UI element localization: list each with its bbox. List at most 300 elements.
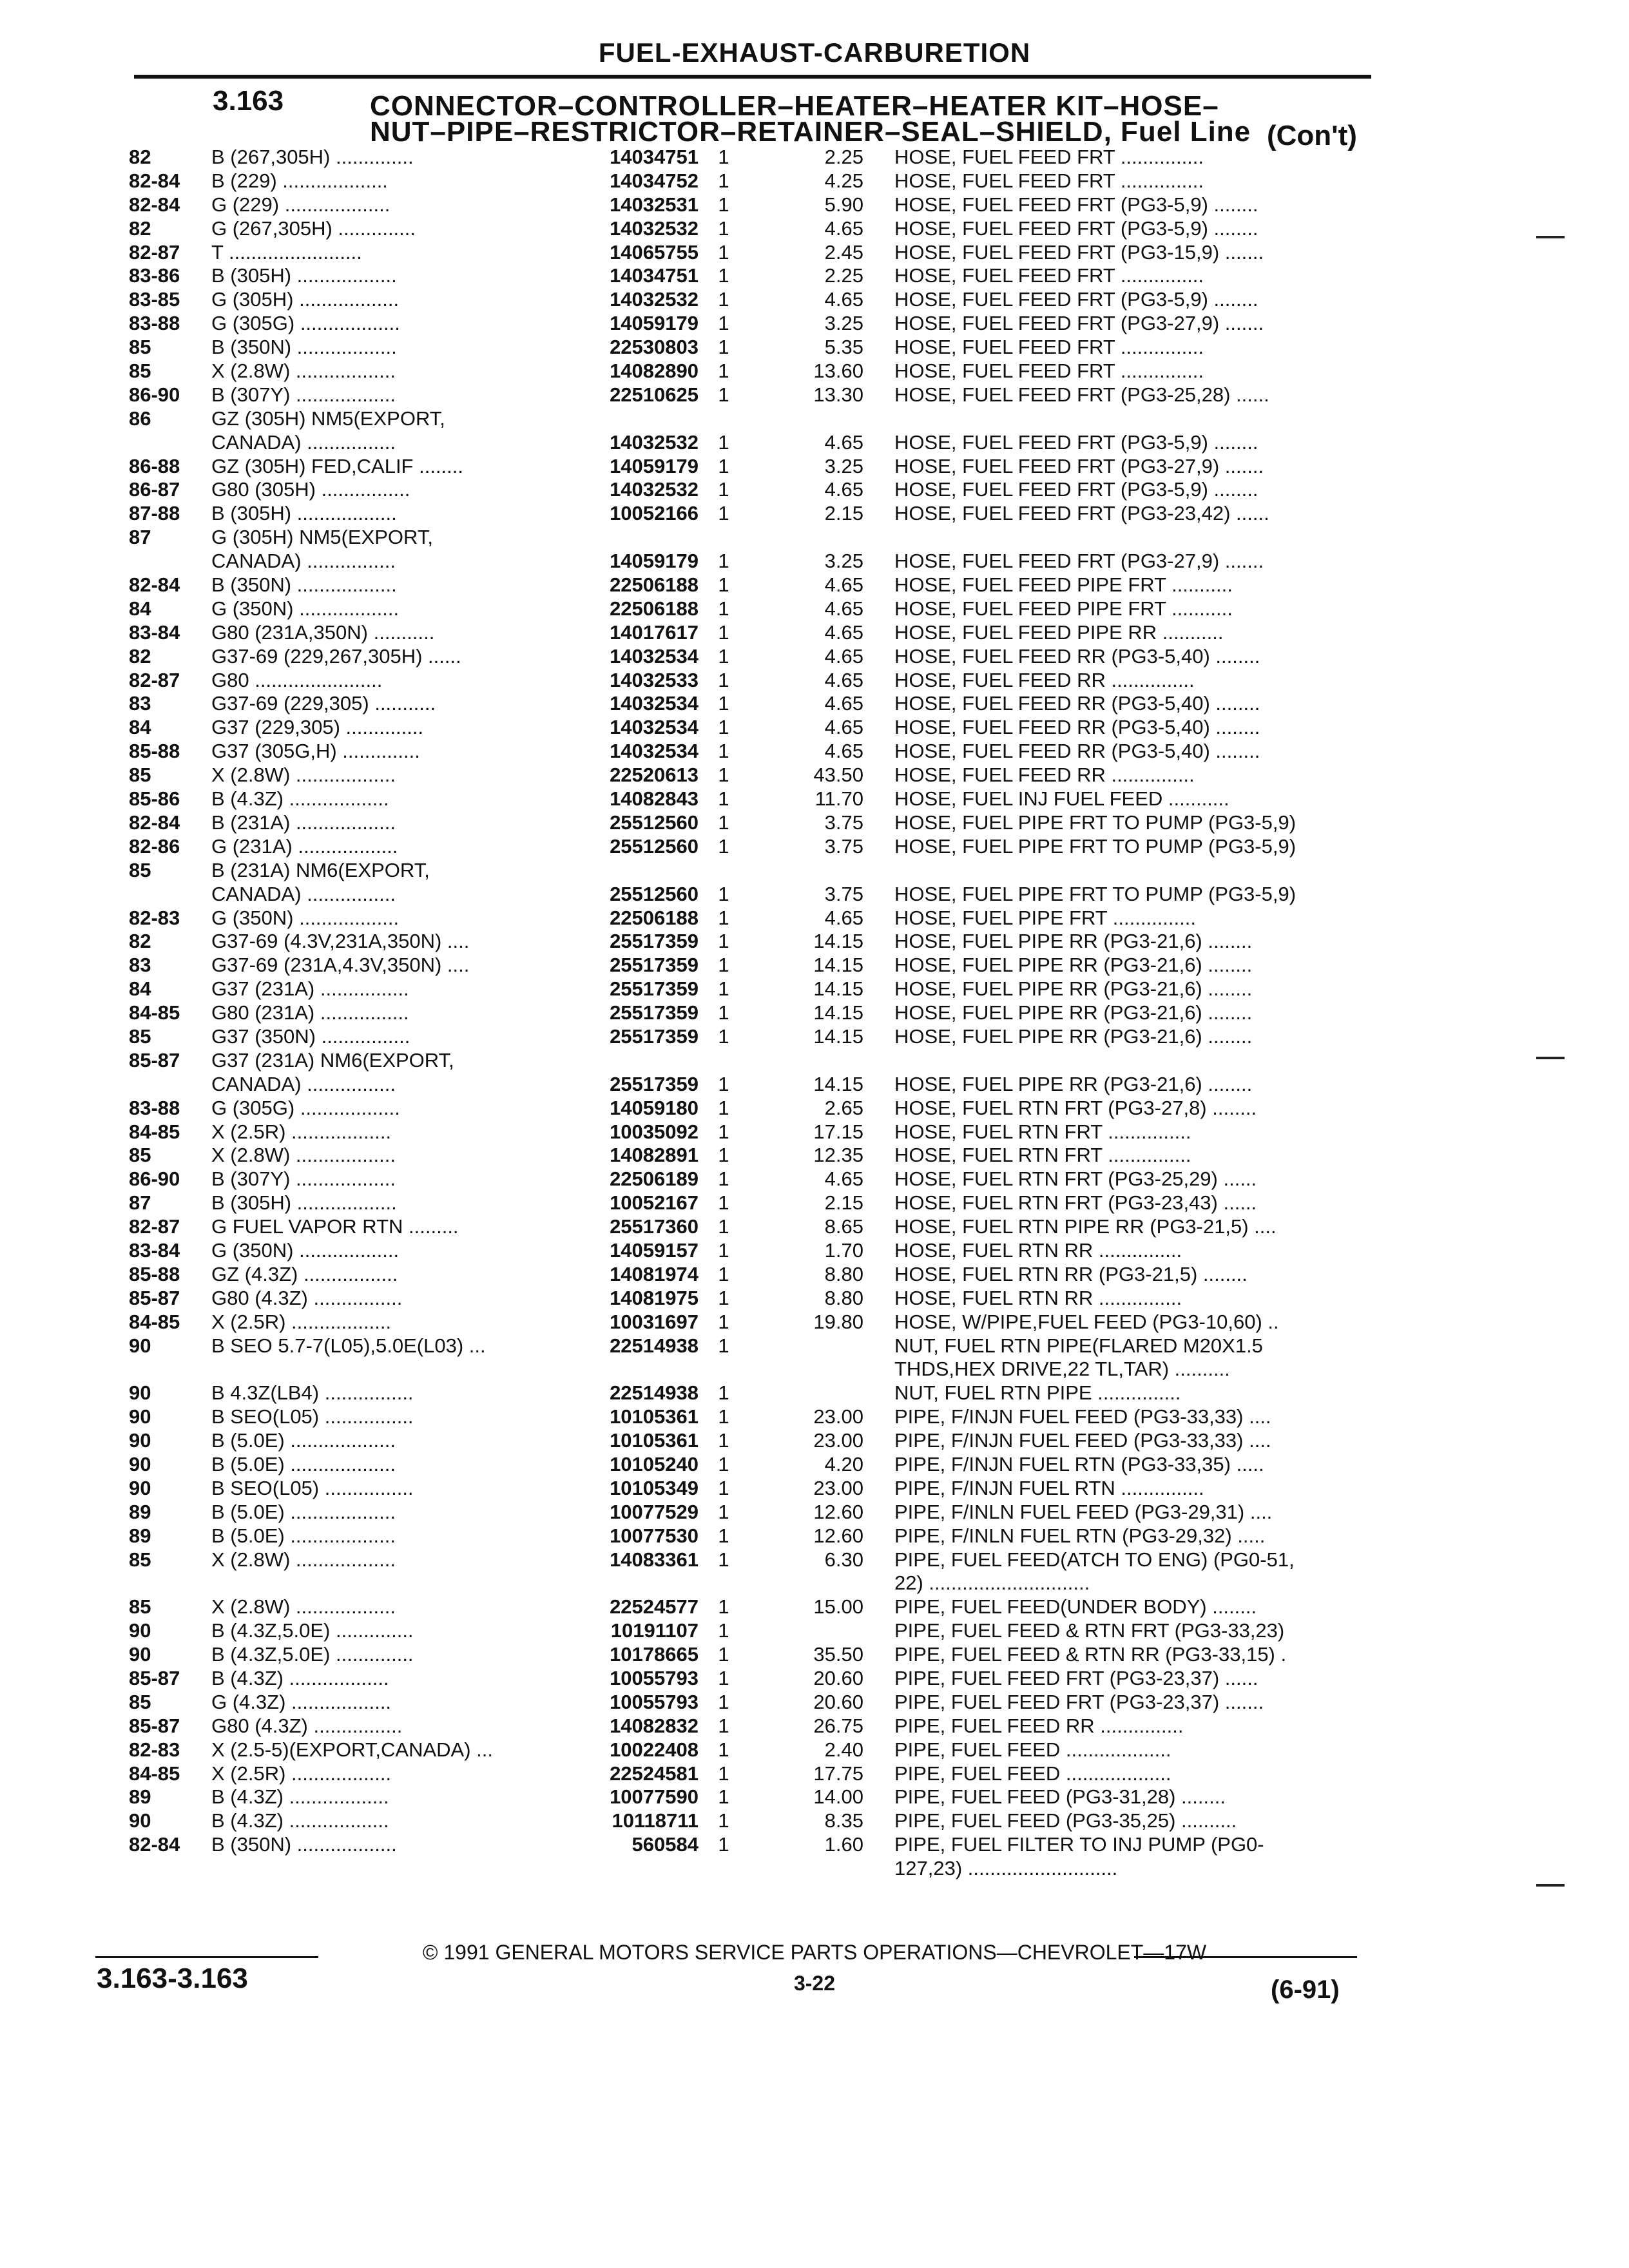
- parts-row-price: 8.35: [824, 1809, 863, 1832]
- parts-row-price: 23.00: [813, 1476, 863, 1499]
- parts-row-model-year: 87: [129, 1191, 151, 1215]
- parts-row: [0, 1785, 1629, 1809]
- parts-row-application: X (2.5R) ..................: [211, 1310, 392, 1333]
- parts-row-quantity: 1: [718, 668, 729, 691]
- parts-row-quantity: 1: [718, 1334, 729, 1357]
- parts-row: [0, 1001, 1629, 1025]
- parts-row-part-number: 10077590: [610, 1785, 699, 1809]
- section-title-line1: CONNECTOR–CONTROLLER–HEATER–HEATER KIT–HOSE–: [370, 90, 1219, 122]
- parts-row-part-number: 14034752: [610, 169, 699, 192]
- parts-row: [0, 1263, 1629, 1287]
- parts-row: [0, 1405, 1629, 1429]
- parts-row-model-year: 85-87: [129, 1667, 180, 1689]
- parts-row-quantity: 1: [718, 1096, 729, 1119]
- parts-row-application: CANADA) ................: [211, 550, 396, 573]
- parts-row-description: PIPE, FUEL FEED ...................: [894, 1762, 1171, 1785]
- parts-row-application: G37-69 (229,305) ...........: [211, 692, 436, 715]
- parts-row-quantity: 1: [718, 620, 729, 644]
- parts-row-application: T ........................: [211, 240, 362, 264]
- parts-row-model-year: 82: [129, 930, 151, 953]
- parts-row-quantity: 1: [718, 336, 729, 359]
- parts-row-price: 23.00: [813, 1429, 863, 1452]
- parts-row-description: HOSE, FUEL FEED FRT ...............: [894, 146, 1204, 168]
- parts-row-application: CANADA) ................: [211, 430, 396, 454]
- parts-row-price: 3.75: [824, 882, 863, 905]
- parts-row-part-number: 22514938: [610, 1334, 699, 1357]
- parts-row-model-year: 86-90: [129, 383, 180, 406]
- parts-row-part-number: 14082890: [610, 360, 699, 383]
- parts-row-application: X (2.8W) ..................: [211, 360, 396, 383]
- parts-row: [0, 1715, 1629, 1738]
- parts-row-application: B (5.0E) ...................: [211, 1500, 396, 1523]
- parts-row: [0, 146, 1629, 169]
- parts-row-quantity: 1: [718, 573, 729, 597]
- parts-row: [0, 1667, 1629, 1691]
- parts-row-part-number: 14082832: [610, 1714, 699, 1737]
- parts-row-quantity: 1: [718, 264, 729, 287]
- parts-row-price: 5.90: [824, 193, 863, 216]
- parts-row-model-year: 84: [129, 716, 151, 739]
- parts-row: [0, 1857, 1629, 1881]
- parts-row-application: GZ (305H) FED,CALIF ........: [211, 454, 464, 477]
- parts-row-application: X (2.8W) ..................: [211, 1144, 396, 1167]
- parts-row-application: G FUEL VAPOR RTN .........: [211, 1215, 459, 1238]
- parts-row-quantity: 1: [718, 478, 729, 501]
- parts-row-quantity: 1: [718, 1833, 729, 1856]
- parts-row-description: HOSE, FUEL PIPE FRT ...............: [894, 906, 1196, 929]
- parts-row-application: G (350N) ..................: [211, 597, 400, 620]
- parts-row-part-number: 14081974: [610, 1262, 699, 1285]
- parts-row-price: 4.65: [824, 597, 863, 620]
- parts-row-quantity: 1: [718, 1500, 729, 1523]
- parts-row-price: 14.15: [813, 1024, 863, 1048]
- parts-row-quantity: 1: [718, 169, 729, 192]
- parts-row-model-year: 82-84: [129, 1833, 180, 1856]
- parts-row-model-year: 82-83: [129, 906, 180, 929]
- parts-row-quantity: 1: [718, 1785, 729, 1809]
- parts-row-price: 43.50: [813, 764, 863, 787]
- parts-row-application: B (305H) ..................: [211, 1191, 397, 1215]
- parts-row-quantity: 1: [718, 1238, 729, 1262]
- parts-row-quantity: 1: [718, 977, 729, 1001]
- parts-row-part-number: 14083361: [610, 1548, 699, 1571]
- parts-row-model-year: 82-83: [129, 1738, 180, 1761]
- parts-row-model-year: 85: [129, 1548, 151, 1571]
- parts-row: [0, 455, 1629, 479]
- parts-row-price: 1.60: [824, 1833, 863, 1856]
- parts-row-application: B SEO(L05) ................: [211, 1476, 414, 1499]
- parts-row: [0, 787, 1629, 811]
- parts-row-quantity: 1: [718, 502, 729, 525]
- parts-row-description: HOSE, FUEL FEED FRT (PG3-5,9) ........: [894, 216, 1258, 240]
- parts-row-application: G80 (305H) ................: [211, 478, 410, 501]
- parts-row-model-year: 90: [129, 1429, 151, 1452]
- page-header-title: FUEL-EXHAUST-CARBURETION: [598, 37, 1031, 68]
- parts-row-quantity: 1: [718, 1286, 729, 1309]
- parts-row-description: HOSE, FUEL INJ FUEL FEED ...........: [894, 787, 1229, 811]
- parts-row-quantity: 1: [718, 1310, 729, 1333]
- parts-row: [0, 169, 1629, 193]
- parts-row-description: HOSE, FUEL PIPE RR (PG3-21,6) ........: [894, 954, 1253, 977]
- parts-row-price: 15.00: [813, 1595, 863, 1619]
- parts-row-model-year: 82-84: [129, 573, 180, 597]
- parts-row-quantity: 1: [718, 1548, 729, 1571]
- parts-row-part-number: 25517359: [610, 977, 699, 1001]
- parts-row-model-year: 85: [129, 1595, 151, 1619]
- parts-row-model-year: 85-88: [129, 1262, 180, 1285]
- parts-row: [0, 1073, 1629, 1097]
- parts-row: [0, 1287, 1629, 1311]
- parts-row: [0, 977, 1629, 1001]
- parts-row-part-number: 22506188: [610, 597, 699, 620]
- parts-row-description: HOSE, FUEL RTN RR (PG3-21,5) ........: [894, 1262, 1248, 1285]
- parts-row-description: HOSE, FUEL FEED FRT (PG3-25,28) ......: [894, 383, 1269, 406]
- parts-row-part-number: 10105240: [610, 1452, 699, 1475]
- parts-row-quantity: 1: [718, 882, 729, 905]
- parts-row: [0, 740, 1629, 764]
- parts-row: [0, 478, 1629, 502]
- parts-row-model-year: 83-86: [129, 264, 180, 287]
- parts-row-model-year: 82: [129, 216, 151, 240]
- parts-row-model-year: 90: [129, 1809, 151, 1832]
- parts-row-model-year: 84-85: [129, 1120, 180, 1143]
- parts-row-description: HOSE, FUEL FEED FRT ...............: [894, 360, 1204, 383]
- parts-row-part-number: 10031697: [610, 1310, 699, 1333]
- parts-row-part-number: 560584: [631, 1833, 699, 1856]
- parts-row-part-number: 10035092: [610, 1120, 699, 1143]
- parts-row-price: 13.30: [813, 383, 863, 406]
- parts-row: [0, 883, 1629, 907]
- parts-row-quantity: 1: [718, 906, 729, 929]
- parts-row-price: 4.20: [824, 1452, 863, 1475]
- parts-row-part-number: 14017617: [610, 620, 699, 644]
- parts-row-description: HOSE, FUEL FEED PIPE FRT ...........: [894, 597, 1233, 620]
- parts-row: [0, 764, 1629, 787]
- parts-row: [0, 1477, 1629, 1501]
- parts-row-price: 11.70: [815, 787, 863, 811]
- parts-row-price: 4.65: [824, 573, 863, 597]
- parts-row-price: 5.35: [824, 336, 863, 359]
- parts-row-application: B (5.0E) ...................: [211, 1429, 396, 1452]
- parts-row-description: PIPE, FUEL FEED & RTN RR (PG3-33,15) .: [894, 1643, 1287, 1666]
- parts-row-description: PIPE, F/INJN FUEL FEED (PG3-33,33) ....: [894, 1405, 1271, 1428]
- parts-row-part-number: 25517360: [610, 1215, 699, 1238]
- parts-row-description: HOSE, FUEL PIPE FRT TO PUMP (PG3-5,9): [894, 834, 1296, 858]
- parts-row-description: HOSE, FUEL PIPE FRT TO PUMP (PG3-5,9): [894, 882, 1296, 905]
- parts-row-model-year: 82-87: [129, 668, 180, 691]
- parts-row-price: 14.15: [813, 930, 863, 953]
- parts-row-description: PIPE, F/INJN FUEL RTN (PG3-33,35) .....: [894, 1452, 1264, 1475]
- parts-row-price: 4.65: [824, 216, 863, 240]
- parts-row-description: NUT, FUEL RTN PIPE ...............: [894, 1381, 1181, 1405]
- parts-row-description: PIPE, FUEL FEED & RTN FRT (PG3-33,23): [894, 1619, 1285, 1642]
- parts-row-application: G37-69 (231A,4.3V,350N) ....: [211, 954, 470, 977]
- parts-row-quantity: 1: [718, 764, 729, 787]
- parts-row-part-number: 25517359: [610, 1024, 699, 1048]
- parts-row: [0, 1025, 1629, 1049]
- parts-row-model-year: 90: [129, 1334, 151, 1357]
- parts-row-model-year: 84-85: [129, 1310, 180, 1333]
- parts-row-application: G80 (231A,350N) ...........: [211, 620, 435, 644]
- parts-row-model-year: 90: [129, 1405, 151, 1428]
- parts-row-quantity: 1: [718, 1405, 729, 1428]
- parts-row-application: B (307Y) ..................: [211, 1168, 396, 1191]
- parts-row-model-year: 90: [129, 1452, 151, 1475]
- parts-row-model-year: 89: [129, 1785, 151, 1809]
- parts-row-quantity: 1: [718, 1024, 729, 1048]
- parts-row-model-year: 82-87: [129, 240, 180, 264]
- parts-row-price: 2.15: [824, 502, 863, 525]
- parts-row-description: HOSE, FUEL FEED FRT (PG3-27,9) .......: [894, 454, 1264, 477]
- parts-row-price: 2.65: [824, 1096, 863, 1119]
- parts-row-quantity: 1: [718, 312, 729, 335]
- parts-row-application: B (5.0E) ...................: [211, 1524, 396, 1547]
- parts-row-price: 4.65: [824, 716, 863, 739]
- parts-row-application: X (2.5-5)(EXPORT,CANADA) ...: [211, 1738, 493, 1761]
- parts-row-part-number: 10191107: [610, 1619, 699, 1642]
- parts-row-model-year: 83-84: [129, 620, 180, 644]
- parts-row-price: 2.25: [824, 146, 863, 168]
- parts-row-application: B (4.3Z) ..................: [211, 1785, 389, 1809]
- parts-row-application: G80 .......................: [211, 668, 383, 691]
- parts-row: [0, 407, 1629, 431]
- parts-row-price: 8.80: [824, 1286, 863, 1309]
- parts-row-description: HOSE, FUEL RTN PIPE RR (PG3-21,5) ....: [894, 1215, 1277, 1238]
- parts-row: [0, 645, 1629, 669]
- parts-row-model-year: 82: [129, 146, 151, 168]
- parts-row: [0, 1049, 1629, 1073]
- parts-row-application: B (5.0E) ...................: [211, 1452, 396, 1475]
- parts-row-model-year: 89: [129, 1524, 151, 1547]
- parts-row-part-number: 14059179: [610, 312, 699, 335]
- parts-row-quantity: 1: [718, 360, 729, 383]
- parts-row-quantity: 1: [718, 1429, 729, 1452]
- parts-row-part-number: 14082843: [610, 787, 699, 811]
- parts-row-model-year: 83: [129, 954, 151, 977]
- parts-row-quantity: 1: [718, 930, 729, 953]
- parts-row-part-number: 14059157: [610, 1238, 699, 1262]
- parts-row-model-year: 85: [129, 1024, 151, 1048]
- parts-row-description: PIPE, FUEL FEED FRT (PG3-23,37) ......: [894, 1667, 1258, 1689]
- parts-row-description: PIPE, F/INLN FUEL FEED (PG3-29,31) ....: [894, 1500, 1273, 1523]
- parts-row-description: HOSE, FUEL RTN RR ...............: [894, 1286, 1182, 1309]
- parts-row: [0, 1833, 1629, 1857]
- parts-row-part-number: 14059179: [610, 454, 699, 477]
- parts-row-quantity: 1: [718, 1120, 729, 1143]
- parts-row: [0, 431, 1629, 455]
- parts-row-price: 4.65: [824, 620, 863, 644]
- parts-row-price: 1.70: [824, 1238, 863, 1262]
- parts-row-model-year: 82: [129, 644, 151, 668]
- parts-row-quantity: 1: [718, 1168, 729, 1191]
- parts-row-application: CANADA) ................: [211, 882, 396, 905]
- parts-row: [0, 312, 1629, 336]
- margin-mark: [1536, 1884, 1565, 1887]
- parts-row-part-number: 10022408: [610, 1738, 699, 1761]
- parts-row-model-year: 85-88: [129, 740, 180, 763]
- parts-row-application: G37 (231A) ................: [211, 977, 409, 1001]
- parts-row: [0, 669, 1629, 693]
- parts-row-application: G (305G) ..................: [211, 1096, 400, 1119]
- parts-row-model-year: 85: [129, 360, 151, 383]
- parts-row-price: 4.65: [824, 1168, 863, 1191]
- parts-row-application: G (4.3Z) ..................: [211, 1690, 392, 1713]
- parts-row: [0, 1358, 1629, 1381]
- parts-row-part-number: 14082891: [610, 1144, 699, 1167]
- parts-row: [0, 1120, 1629, 1144]
- parts-row-price: 20.60: [813, 1690, 863, 1713]
- parts-row: [0, 621, 1629, 645]
- parts-row-description: PIPE, FUEL FEED RR ...............: [894, 1714, 1184, 1737]
- parts-row-model-year: 83: [129, 692, 151, 715]
- parts-row-description: HOSE, FUEL FEED RR ...............: [894, 668, 1195, 691]
- parts-row-part-number: 22530803: [610, 336, 699, 359]
- parts-row-quantity: 1: [718, 1072, 729, 1095]
- parts-row-model-year: 89: [129, 1500, 151, 1523]
- parts-row: [0, 336, 1629, 360]
- parts-row-price: 4.65: [824, 692, 863, 715]
- parts-row-part-number: 14034751: [610, 146, 699, 168]
- parts-row: [0, 241, 1629, 265]
- parts-row-application: X (2.5R) ..................: [211, 1120, 392, 1143]
- parts-row-part-number: 22524577: [610, 1595, 699, 1619]
- parts-row-part-number: 14032534: [610, 740, 699, 763]
- parts-row-price: 4.65: [824, 740, 863, 763]
- parts-row-application: B (4.3Z,5.0E) ..............: [211, 1643, 414, 1666]
- parts-row-part-number: 10105361: [610, 1405, 699, 1428]
- parts-row-description: PIPE, F/INLN FUEL RTN (PG3-29,32) .....: [894, 1524, 1266, 1547]
- parts-row-part-number: 22524581: [610, 1762, 699, 1785]
- parts-row-price: 4.65: [824, 644, 863, 668]
- parts-row-price: 26.75: [813, 1714, 863, 1737]
- parts-row-quantity: 1: [718, 740, 729, 763]
- parts-row-description: PIPE, FUEL FEED ...................: [894, 1738, 1171, 1761]
- parts-row: [0, 692, 1629, 716]
- parts-row-model-year: 86-87: [129, 478, 180, 501]
- parts-row-application: X (2.8W) ..................: [211, 1595, 396, 1619]
- parts-row-application: B (305H) ..................: [211, 264, 397, 287]
- parts-row-quantity: 1: [718, 834, 729, 858]
- parts-row: [0, 1501, 1629, 1524]
- parts-row-model-year: 85: [129, 1690, 151, 1713]
- parts-row-model-year: 86-90: [129, 1168, 180, 1191]
- parts-row-part-number: 10118711: [612, 1809, 699, 1832]
- parts-row-description: HOSE, FUEL FEED FRT ...............: [894, 336, 1204, 359]
- parts-row-application: G80 (4.3Z) ................: [211, 1714, 403, 1737]
- parts-row-application: G80 (231A) ................: [211, 1001, 409, 1024]
- parts-row: [0, 1809, 1629, 1833]
- parts-row-description: HOSE, FUEL RTN RR ...............: [894, 1238, 1182, 1262]
- parts-row-price: 8.65: [824, 1215, 863, 1238]
- parts-row-part-number: 14032532: [610, 288, 699, 311]
- parts-row: [0, 383, 1629, 407]
- parts-row-application: B (4.3Z) ..................: [211, 787, 389, 811]
- parts-row-price: 2.25: [824, 264, 863, 287]
- parts-row-application: G80 (4.3Z) ................: [211, 1286, 403, 1309]
- parts-row-part-number: 10105361: [610, 1429, 699, 1452]
- parts-row: [0, 907, 1629, 930]
- parts-row-model-year: 85-87: [129, 1286, 180, 1309]
- parts-row-price: 4.65: [824, 906, 863, 929]
- parts-row-quantity: 1: [718, 1476, 729, 1499]
- parts-row-price: 14.15: [813, 1001, 863, 1024]
- parts-row-application: G37-69 (4.3V,231A,350N) ....: [211, 930, 470, 953]
- parts-row-application: B SEO(L05) ................: [211, 1405, 414, 1428]
- parts-row-quantity: 1: [718, 1452, 729, 1475]
- parts-row-application: GZ (305H) NM5(EXPORT,: [211, 407, 445, 430]
- parts-row-model-year: 85: [129, 764, 151, 787]
- parts-row: [0, 1691, 1629, 1715]
- parts-row-part-number: 25512560: [610, 834, 699, 858]
- parts-row: [0, 1595, 1629, 1619]
- parts-row-part-number: 25517359: [610, 1072, 699, 1095]
- parts-row-price: 3.25: [824, 454, 863, 477]
- parts-row-price: 4.65: [824, 478, 863, 501]
- parts-row-description: PIPE, F/INJN FUEL FEED (PG3-33,33) ....: [894, 1429, 1271, 1452]
- parts-row-model-year: 83-88: [129, 312, 180, 335]
- parts-row-part-number: 25517359: [610, 1001, 699, 1024]
- parts-row-model-year: 85-87: [129, 1048, 180, 1072]
- parts-row: [0, 1215, 1629, 1239]
- parts-row-quantity: 1: [718, 1619, 729, 1642]
- parts-row: [0, 1429, 1629, 1453]
- section-title-line2: NUT–PIPE–RESTRICTOR–RETAINER–SEAL–SHIELD, Fuel Line: [370, 116, 1251, 148]
- parts-row: [0, 288, 1629, 312]
- parts-row-price: 14.15: [813, 954, 863, 977]
- parts-row-description: HOSE, FUEL FEED RR (PG3-5,40) ........: [894, 716, 1260, 739]
- parts-row-quantity: 1: [718, 1001, 729, 1024]
- parts-row: [0, 526, 1629, 550]
- parts-row-application: B (4.3Z) ..................: [211, 1809, 389, 1832]
- parts-row-model-year: 86-88: [129, 454, 180, 477]
- parts-row-application: G (267,305H) ..............: [211, 216, 416, 240]
- parts-row-description: HOSE, FUEL FEED FRT ...............: [894, 169, 1204, 192]
- parts-row-quantity: 1: [718, 954, 729, 977]
- parts-row-quantity: 1: [718, 146, 729, 168]
- parts-row-application: G37 (305G,H) ..............: [211, 740, 420, 763]
- parts-row-model-year: 83-88: [129, 1096, 180, 1119]
- parts-row-model-year: 90: [129, 1619, 151, 1642]
- parts-row-model-year: 82-84: [129, 193, 180, 216]
- parts-row-quantity: 1: [718, 240, 729, 264]
- parts-row-price: 12.35: [813, 1144, 863, 1167]
- parts-row: [0, 193, 1629, 217]
- parts-row: [0, 716, 1629, 740]
- parts-row-model-year: 84-85: [129, 1762, 180, 1785]
- parts-row-description: HOSE, FUEL FEED FRT (PG3-5,9) ........: [894, 478, 1258, 501]
- parts-row-part-number: 25517359: [610, 954, 699, 977]
- parts-row-description: HOSE, FUEL FEED FRT (PG3-15,9) .......: [894, 240, 1264, 264]
- parts-row: [0, 1762, 1629, 1786]
- parts-row-description: 22) .............................: [894, 1571, 1090, 1595]
- parts-row: [0, 1643, 1629, 1667]
- parts-row-description: HOSE, FUEL PIPE RR (PG3-21,6) ........: [894, 930, 1253, 953]
- parts-row-model-year: 87-88: [129, 502, 180, 525]
- parts-row-model-year: 86: [129, 407, 151, 430]
- parts-row-description: HOSE, W/PIPE,FUEL FEED (PG3-10,60) ..: [894, 1310, 1279, 1333]
- parts-row-model-year: 90: [129, 1643, 151, 1666]
- parts-row-part-number: 14032532: [610, 216, 699, 240]
- parts-row-part-number: 10052167: [610, 1191, 699, 1215]
- parts-row-application: G (305H) NM5(EXPORT,: [211, 526, 433, 549]
- parts-row-application: X (2.8W) ..................: [211, 764, 396, 787]
- parts-row-price: 23.00: [813, 1405, 863, 1428]
- parts-row-description: PIPE, FUEL FEED (PG3-31,28) ........: [894, 1785, 1226, 1809]
- parts-row-quantity: 1: [718, 193, 729, 216]
- parts-row-part-number: 22506189: [610, 1168, 699, 1191]
- parts-row: [0, 1097, 1629, 1120]
- parts-row-application: B (231A) NM6(EXPORT,: [211, 858, 430, 881]
